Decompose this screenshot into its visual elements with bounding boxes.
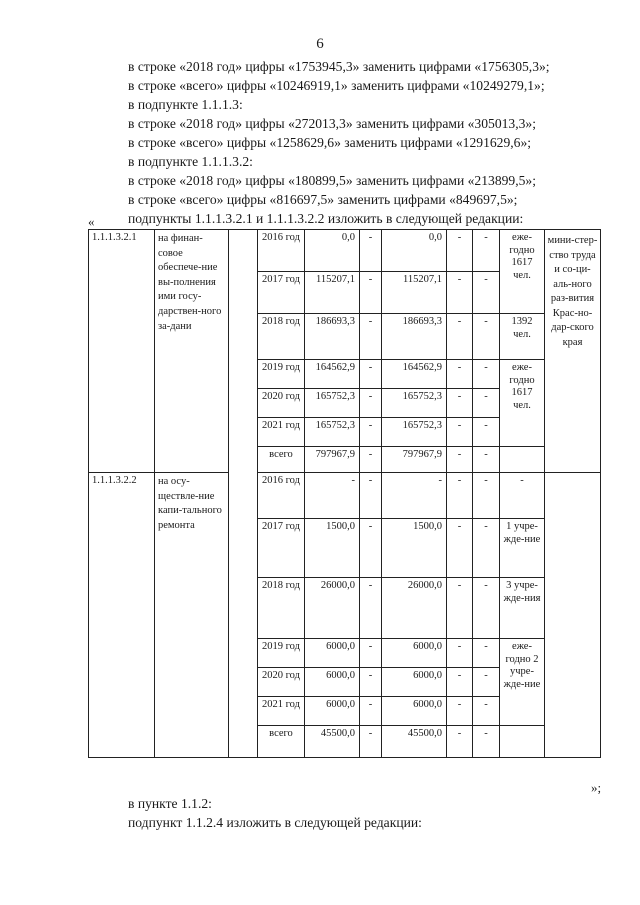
result-cell: 1 учре-жде-ние [500,519,545,578]
regional-cell: 6000,0 [382,639,447,668]
year-cell: 2020 год [258,389,305,418]
total-cell: 797967,9 [305,447,360,473]
regional-cell: 6000,0 [382,668,447,697]
extrabudget-cell: - [473,519,500,578]
executor-blank [545,473,601,758]
federal-cell: - [360,272,382,314]
extrabudget-cell: - [473,314,500,360]
federal-cell: - [360,726,382,758]
federal-cell: - [360,578,382,639]
year-cell: всего [258,726,305,758]
extrabudget-cell: - [473,697,500,726]
year-cell: 2017 год [258,519,305,578]
total-cell: 115207,1 [305,272,360,314]
regional-cell: 165752,3 [382,418,447,447]
result-cell: 1392 чел. [500,314,545,360]
year-cell: 2018 год [258,578,305,639]
paragraph-line: в пункте 1.1.2: [128,796,212,811]
local-cell: - [447,726,473,758]
extrabudget-cell: - [473,447,500,473]
federal-cell: - [360,314,382,360]
paragraph-line: в строке «2018 год» цифры «180899,5» заменить цифрами «213899,5»; [128,173,536,188]
result-cell [500,447,545,473]
result-cell: - [500,473,545,519]
total-cell: 26000,0 [305,578,360,639]
result-cell: еже-годно 1617 чел. [500,360,545,447]
paragraph-line: в подпункте 1.1.1.3: [128,97,243,112]
paragraph-line: в строке «всего» цифры «816697,5» заменить цифрами «849697,5»; [128,192,518,207]
regional-cell: - [382,473,447,519]
extrabudget-cell: - [473,578,500,639]
regional-cell: 186693,3 [382,314,447,360]
opening-quote: « [88,214,95,229]
extrabudget-cell: - [473,639,500,668]
paragraph-line: подпункты 1.1.1.3.2.1 и 1.1.1.3.2.2 изложить в следующей редакции: [128,211,524,226]
local-cell: - [447,447,473,473]
local-cell: - [447,639,473,668]
year-cell: 2017 год [258,272,305,314]
executor-cell: мини-стер-ство труда и со-ци-аль-ного раз-вития Крас-но-дар-ского края [545,230,601,473]
regional-cell: 164562,9 [382,360,447,389]
local-cell: - [447,668,473,697]
federal-cell: - [360,519,382,578]
federal-cell: - [360,697,382,726]
local-cell: - [447,418,473,447]
extrabudget-cell: - [473,360,500,389]
total-cell: 45500,0 [305,726,360,758]
local-cell: - [447,389,473,418]
paragraph-line: в строке «всего» цифры «10246919,1» заменить цифрами «10249279,1»; [128,78,545,93]
extrabudget-cell: - [473,418,500,447]
federal-cell: - [360,230,382,272]
result-cell: еже-годно 1617 чел. [500,230,545,314]
total-cell: 6000,0 [305,639,360,668]
extrabudget-cell: - [473,389,500,418]
regional-cell: 115207,1 [382,272,447,314]
total-cell: 165752,3 [305,418,360,447]
paragraph-line: подпункт 1.1.2.4 изложить в следующей редакции: [128,815,422,830]
total-cell: 1500,0 [305,519,360,578]
federal-cell: - [360,473,382,519]
regional-cell: 797967,9 [382,447,447,473]
federal-cell: - [360,360,382,389]
year-cell: 2016 год [258,473,305,519]
local-cell: - [447,578,473,639]
paragraph-line: в строке «2018 год» цифры «272013,3» заменить цифрами «305013,3»; [128,116,536,131]
total-cell: 165752,3 [305,389,360,418]
extrabudget-cell: - [473,272,500,314]
total-cell: 6000,0 [305,697,360,726]
blank-column [229,230,258,758]
subitem-code: 1.1.1.3.2.2 [89,473,155,758]
federal-cell: - [360,418,382,447]
federal-cell: - [360,639,382,668]
subitem-name: на финан-совое обеспече-ние вы-полнения ими госу-дарствен-ного за-дани [155,230,229,473]
total-cell: - [305,473,360,519]
local-cell: - [447,272,473,314]
subitem-name: на осу-ществле-ние капи-тального ремонта [155,473,229,758]
extrabudget-cell: - [473,668,500,697]
total-cell: 186693,3 [305,314,360,360]
subitem-code: 1.1.1.3.2.1 [89,230,155,473]
federal-cell: - [360,447,382,473]
federal-cell: - [360,668,382,697]
federal-cell: - [360,389,382,418]
year-cell: 2016 год [258,230,305,272]
year-cell: 2020 год [258,668,305,697]
regional-cell: 165752,3 [382,389,447,418]
local-cell: - [447,360,473,389]
extrabudget-cell: - [473,473,500,519]
local-cell: - [447,230,473,272]
paragraph-line: в подпункте 1.1.1.3.2: [128,154,253,169]
total-cell: 0,0 [305,230,360,272]
page-number: 6 [316,36,324,52]
result-cell: 3 учре-жде-ния [500,578,545,639]
total-cell: 164562,9 [305,360,360,389]
local-cell: - [447,519,473,578]
year-cell: 2018 год [258,314,305,360]
year-cell: всего [258,447,305,473]
result-cell [500,726,545,758]
year-cell: 2019 год [258,360,305,389]
closing-quote: »; [591,780,602,795]
paragraph-line: в строке «всего» цифры «1258629,6» заменить цифрами «1291629,6»; [128,135,532,150]
total-cell: 6000,0 [305,668,360,697]
local-cell: - [447,314,473,360]
paragraph-line: в строке «2018 год» цифры «1753945,3» заменить цифрами «1756305,3»; [128,59,550,74]
local-cell: - [447,473,473,519]
year-cell: 2021 год [258,697,305,726]
regional-cell: 6000,0 [382,697,447,726]
year-cell: 2021 год [258,418,305,447]
result-cell: еже-годно 2 учре-жде-ние [500,639,545,726]
local-cell: - [447,697,473,726]
year-cell: 2019 год [258,639,305,668]
regional-cell: 45500,0 [382,726,447,758]
measures-table [88,229,601,758]
regional-cell: 0,0 [382,230,447,272]
regional-cell: 1500,0 [382,519,447,578]
regional-cell: 26000,0 [382,578,447,639]
extrabudget-cell: - [473,230,500,272]
extrabudget-cell: - [473,726,500,758]
